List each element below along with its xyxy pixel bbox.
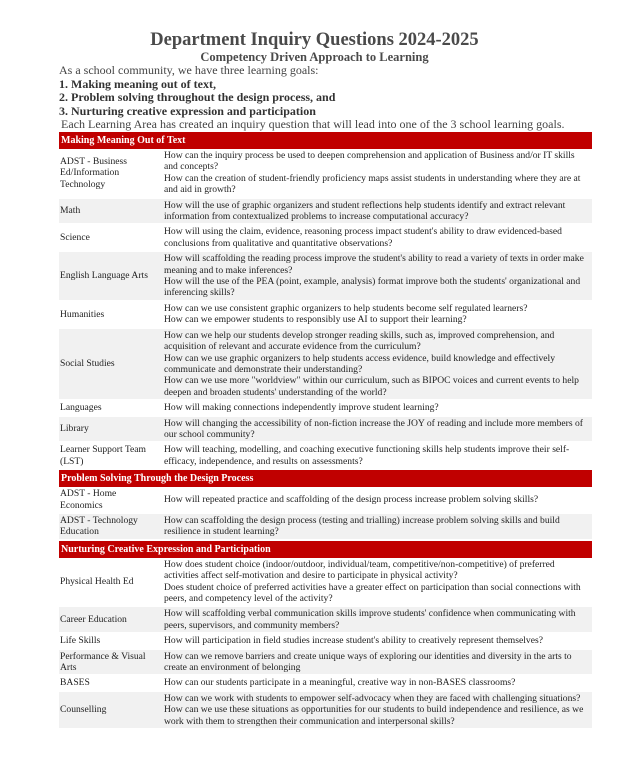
department-cell: ADST - Technology Education bbox=[59, 513, 162, 540]
inquiry-question: How can we help our students develop stronger reading skills, such as, improved comprehension, and acquisition of relevant and accurate evidence from the curriculum? bbox=[164, 329, 555, 353]
inquiry-question: How will participation in field studies increase student's ability to creatively represent themselves? bbox=[164, 635, 543, 647]
question-cell bbox=[162, 606, 592, 633]
table-row bbox=[59, 633, 592, 648]
table-row bbox=[59, 224, 592, 251]
inquiry-question: How can our students participate in a meaningful, creative way in non-BASES classrooms? bbox=[164, 677, 516, 689]
question-cell bbox=[162, 301, 592, 328]
department-cell: Physical Health Ed bbox=[59, 558, 162, 607]
question-cell bbox=[162, 198, 592, 225]
department-cell: Life Skills bbox=[59, 633, 162, 648]
inquiry-question: How can scaffolding the design process (testing and trialling) increase problem solving skills and build resilience in student learning? bbox=[164, 514, 560, 538]
inquiry-question: How will scaffolding the reading process improve the student's ability to read a variety of texts in order make meaning and to make inferences? bbox=[164, 253, 584, 276]
department-cell: Performance & Visual Arts bbox=[59, 649, 162, 676]
question-cell bbox=[162, 442, 592, 469]
department-cell: English Language Arts bbox=[59, 251, 162, 301]
page-subtitle: Competency Driven Approach to Learning bbox=[200, 50, 429, 64]
question-cell bbox=[162, 558, 592, 607]
question-cell bbox=[162, 513, 592, 540]
inquiry-question: How can we use more "worldview" within our curriculum, such as BIPOC voices and current events to help deepen and broaden students' understanding of the world? bbox=[164, 375, 579, 398]
inquiry-question: How can the inquiry process be used to deepen comprehension and application of Business and/or IT skills and concepts? bbox=[164, 150, 575, 173]
inquiry-question: How will using the claim, evidence, reasoning process impact student's ability to draw evidenced-based conclusions from qualitative and quantitative observations? bbox=[164, 226, 562, 249]
page-title: Department Inquiry Questions 2024-2025 bbox=[150, 30, 479, 50]
inquiry-question: How does student choice (indoor/outdoor, individual/team, competitive/non-competitive) of preferred activities affect self-motivation and desire to participate in physical activity? bbox=[164, 558, 555, 582]
department-cell: Math bbox=[59, 198, 162, 225]
inquiry-question: How can we use graphic organizers to help students access evidence, build knowledge and effectively communicate and demonstrate their understanding? bbox=[164, 352, 555, 375]
department-cell: Counselling bbox=[59, 691, 162, 729]
inquiry-question: How will changing the accessibility of non-fiction increase the JOY of reading and include more members of our school community? bbox=[164, 417, 583, 440]
inquiry-question: How can we remove barriers and create unique ways of exploring our identities and diversity in the arts to create an environment of belonging bbox=[164, 650, 572, 674]
intro-lead: As a school community, we have three learning goals: bbox=[59, 63, 319, 77]
department-cell: ADST - Business Ed/Information Technology bbox=[59, 149, 162, 198]
intro-note: Each Learning Area has created an inquiry question that will lead into one of the 3 school learning goals. bbox=[61, 117, 565, 131]
table-row bbox=[59, 606, 592, 633]
table-row bbox=[59, 675, 592, 690]
inquiry-question: How will teaching, modelling, and coaching executive functioning skills help students improve their self-efficacy, independence, and results on assessments? bbox=[164, 444, 570, 467]
inquiry-question: How will scaffolding verbal communication skills improve students' confidence when communicating with peers, supervisors, and community members? bbox=[164, 608, 576, 631]
department-cell: Social Studies bbox=[59, 328, 162, 400]
inquiry-question: How will making connections independently improve student learning? bbox=[164, 402, 439, 414]
table-row bbox=[59, 513, 592, 540]
inquiry-question: Does student choice of preferred activities have a greater effect on participation than social connections with peers, and competency level of the activity? bbox=[164, 581, 581, 604]
question-cell bbox=[162, 649, 592, 676]
department-cell: Languages bbox=[59, 400, 162, 415]
inquiry-question: How can the creation of student-friendly proficiency maps assist students in understanding where they are at and aid in growth? bbox=[164, 172, 581, 196]
department-cell: BASES bbox=[59, 675, 162, 690]
section-title: Making Meaning Out of Text bbox=[59, 132, 592, 149]
question-cell bbox=[162, 675, 592, 690]
question-cell bbox=[162, 224, 592, 251]
department-cell: Learner Support Team (LST) bbox=[59, 442, 162, 469]
question-cell bbox=[162, 691, 592, 729]
question-cell bbox=[162, 633, 592, 648]
inquiry-question: How will the use of the PEA (point, example, analysis) format improve both the students' organizational and inferencing skills? bbox=[164, 276, 581, 299]
department-cell: Science bbox=[59, 224, 162, 251]
goal-2: 2. Problem solving throughout the design process, and bbox=[59, 90, 336, 104]
table-row bbox=[59, 328, 592, 400]
inquiry-table bbox=[59, 132, 592, 730]
question-cell bbox=[162, 487, 592, 513]
goal-3: 3. Nurturing creative expression and participation bbox=[59, 103, 316, 118]
department-cell: ADST - Home Economics bbox=[59, 487, 162, 513]
question-cell bbox=[162, 416, 592, 443]
table-row bbox=[59, 442, 592, 469]
goal-1: 1. Making meaning out of text, bbox=[59, 76, 216, 91]
section-title: Nurturing Creative Expression and Participation bbox=[59, 540, 592, 558]
table-row bbox=[59, 416, 592, 443]
table-row bbox=[59, 649, 592, 676]
section-header bbox=[59, 132, 592, 149]
question-cell bbox=[162, 251, 592, 301]
department-cell: Humanities bbox=[59, 301, 162, 328]
inquiry-question: How can we empower students to responsibly use AI to support their learning? bbox=[164, 314, 467, 326]
inquiry-question: How can we work with students to empower self-advocacy when they are faced with challenging situations? How can we use these situations as opportunities for our students to build independence and resilience, as we work with them to strengthen their communication and interpersonal skills? bbox=[164, 692, 584, 727]
section-header bbox=[59, 469, 592, 487]
table-row bbox=[59, 198, 592, 225]
inquiry-table-wrap bbox=[59, 132, 592, 730]
table-row bbox=[59, 487, 592, 513]
department-cell: Career Education bbox=[59, 606, 162, 633]
section-title: Problem Solving Through the Design Process bbox=[59, 469, 592, 487]
question-cell bbox=[162, 328, 592, 400]
intro bbox=[59, 64, 619, 132]
table-row bbox=[59, 691, 592, 729]
section-header bbox=[59, 540, 592, 558]
table-row bbox=[59, 558, 592, 607]
table-row bbox=[59, 251, 592, 301]
inquiry-table-body bbox=[59, 132, 592, 729]
table-row bbox=[59, 301, 592, 328]
department-cell: Library bbox=[59, 416, 162, 443]
table-row bbox=[59, 400, 592, 415]
inquiry-question: How will the use of graphic organizers and student reflections help students identify and extract relevant information from contextualized problems to increase computational accuracy? bbox=[164, 199, 566, 223]
table-row bbox=[59, 149, 592, 198]
inquiry-question: How will repeated practice and scaffolding of the design process increase problem solving skills? bbox=[164, 493, 539, 505]
inquiry-question: How can we use consistent graphic organizers to help students become self regulated learners? bbox=[164, 302, 528, 314]
question-cell bbox=[162, 149, 592, 198]
question-cell bbox=[162, 400, 592, 415]
